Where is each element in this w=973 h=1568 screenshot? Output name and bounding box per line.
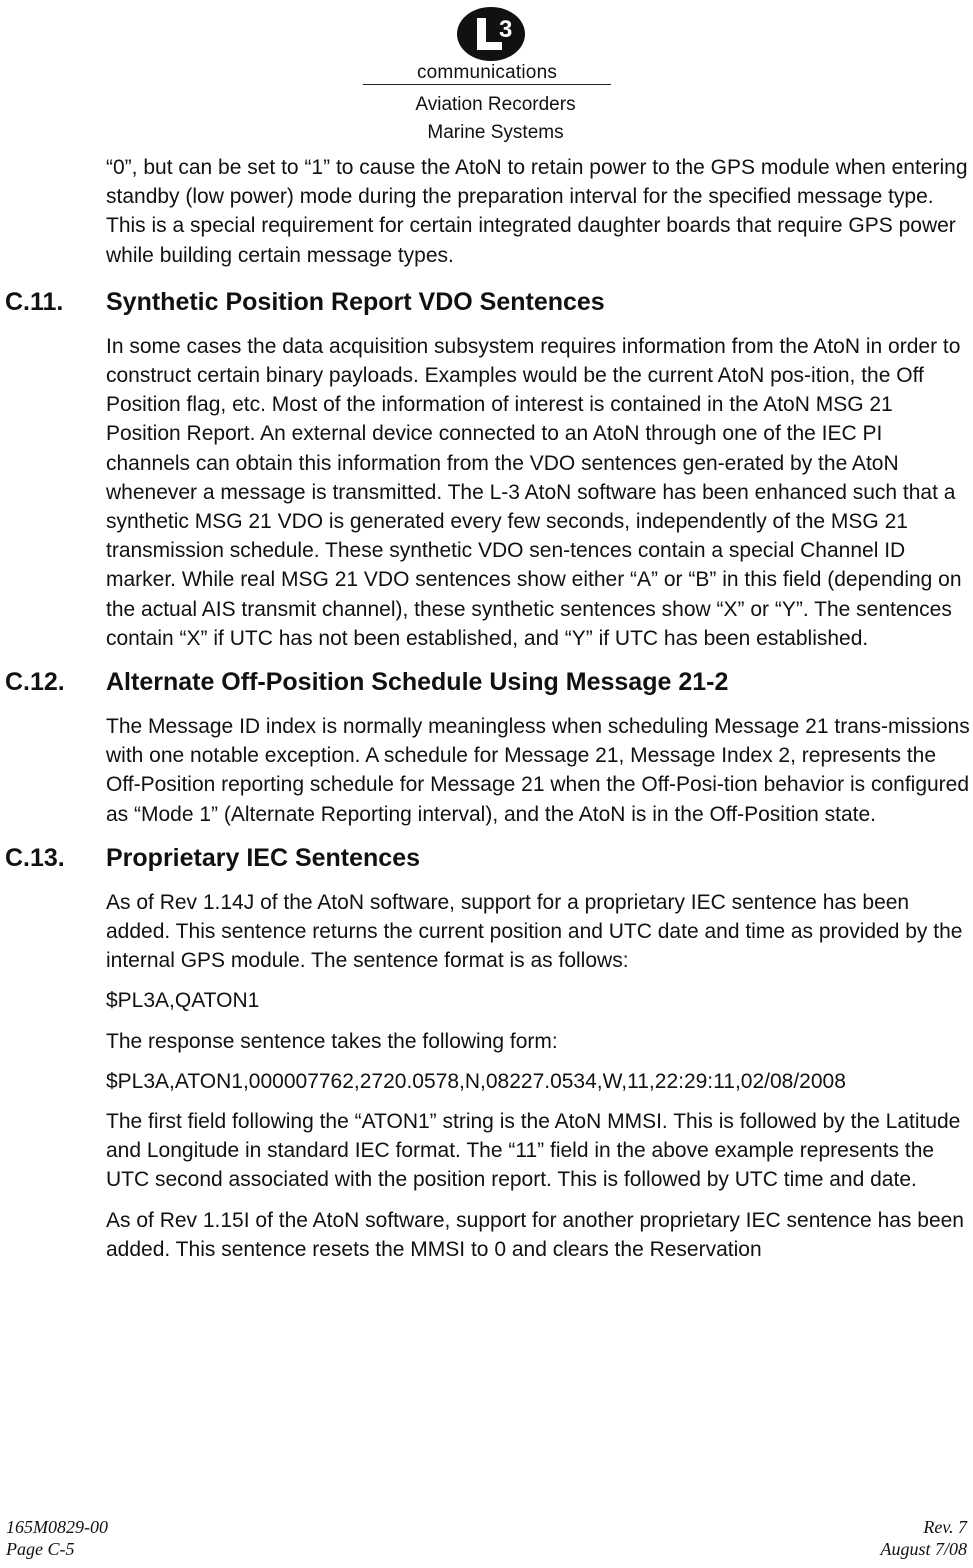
section-heading — [5, 667, 972, 697]
footer-left — [6, 1516, 108, 1560]
svg-text:3: 3 — [499, 16, 513, 43]
section-title: Alternate Off-Position Schedule Using Message 21-2 — [106, 668, 729, 697]
sentence-query: $PL3A,QATON1 — [106, 989, 260, 1013]
revision: Rev. 7 — [923, 1517, 967, 1537]
logo-rule — [363, 84, 611, 85]
section-number: C.13. — [5, 843, 65, 872]
sentence-response: $PL3A,ATON1,000007762,2720.0578,N,08227.0534,W,11,22:29:11,02/08/2008 — [106, 1069, 846, 1093]
section-heading — [5, 843, 972, 873]
header-division: Aviation Recorders — [415, 94, 576, 115]
l3-logo-icon — [455, 6, 527, 62]
page-number: Page C-5 — [6, 1539, 75, 1559]
section-number: C.12. — [5, 668, 65, 697]
section-c13 — [5, 843, 972, 1264]
body-paragraph: In some cases the data acquisition subsystem requires information from the AtoN in order to construct certain binary payloads. Examples would be the current AtoN pos-ition, the Off Position flag, etc. Most of the information of interest is contained in the AtoN MSG 21 Position Report. An external device connected to an AtoN through one of the IEC PI channels can obtain this information from the VDO sentences gen-erated by the AtoN whenever a message is transmitted. The L-3 AtoN software has been enhanced such that a synthetic MSG 21 VDO is generated every few seconds, independently of the MSG 21 transmission schedule. These synthetic VDO sen-tences contain a special Channel ID marker. While real MSG 21 VDO sentences show either “A” or “B” in this field (depending on the actual AIS transmit channel), these synthetic sentences show “X” or “Y”. The sentences contain “X” if UTC has not been established, and “Y” if UTC has been established. — [106, 334, 962, 650]
section-title: Synthetic Position Report VDO Sentences — [106, 287, 605, 316]
header-subdivision: Marine Systems — [427, 122, 564, 143]
section-heading — [5, 287, 972, 317]
intro-paragraph: “0”, but can be set to “1” to cause the AtoN to retain power to the GPS module when entering standby (low power) mode during the preparation interval for the specified message type. This is a special requirement for certain integrated daughter boards that require GPS power while building certain message types. — [106, 156, 968, 267]
body-paragraph: As of Rev 1.14J of the AtoN software, support for a proprietary IEC sentence has been added. This sentence returns the current position and UTC date and time as provided by the internal GPS module. The sentence format is as follows: — [106, 890, 963, 973]
page-header — [0, 0, 973, 150]
logo-wordmark: communications — [416, 62, 558, 83]
section-number: C.11. — [5, 287, 64, 316]
body-paragraph: The response sentence takes the following form: — [106, 1029, 558, 1053]
body-paragraph: The Message ID index is normally meaningless when scheduling Message 21 trans-missions with one notable exception. A schedule for Message 21, Message Index 2, represents the Off-Position reporting schedule for Message 21 when the Off-Posi-tion behavior is configured as “Mode 1” (Alternate Reporting interval), and the AtoN is in the Off-Position state. — [106, 715, 970, 826]
doc-number: 165M0829-00 — [6, 1517, 108, 1537]
body-paragraph: The first field following the “ATON1” string is the AtoN MMSI. This is followed by the Latitude and Longitude in standard IEC format. The “11” field in the above example represents the UTC second associated with the position report. This is followed by UTC time and date. — [106, 1110, 961, 1192]
section-c11 — [5, 287, 972, 653]
body-paragraph: As of Rev 1.15I of the AtoN software, support for another proprietary IEC sentence has been added. This sentence resets the MMSI to 0 and clears the Reservation — [106, 1208, 964, 1261]
section-title: Proprietary IEC Sentences — [106, 843, 421, 872]
footer-right — [880, 1516, 967, 1560]
section-c12 — [5, 667, 972, 829]
revision-date: August 7/08 — [880, 1539, 967, 1559]
page-body — [5, 150, 972, 1264]
